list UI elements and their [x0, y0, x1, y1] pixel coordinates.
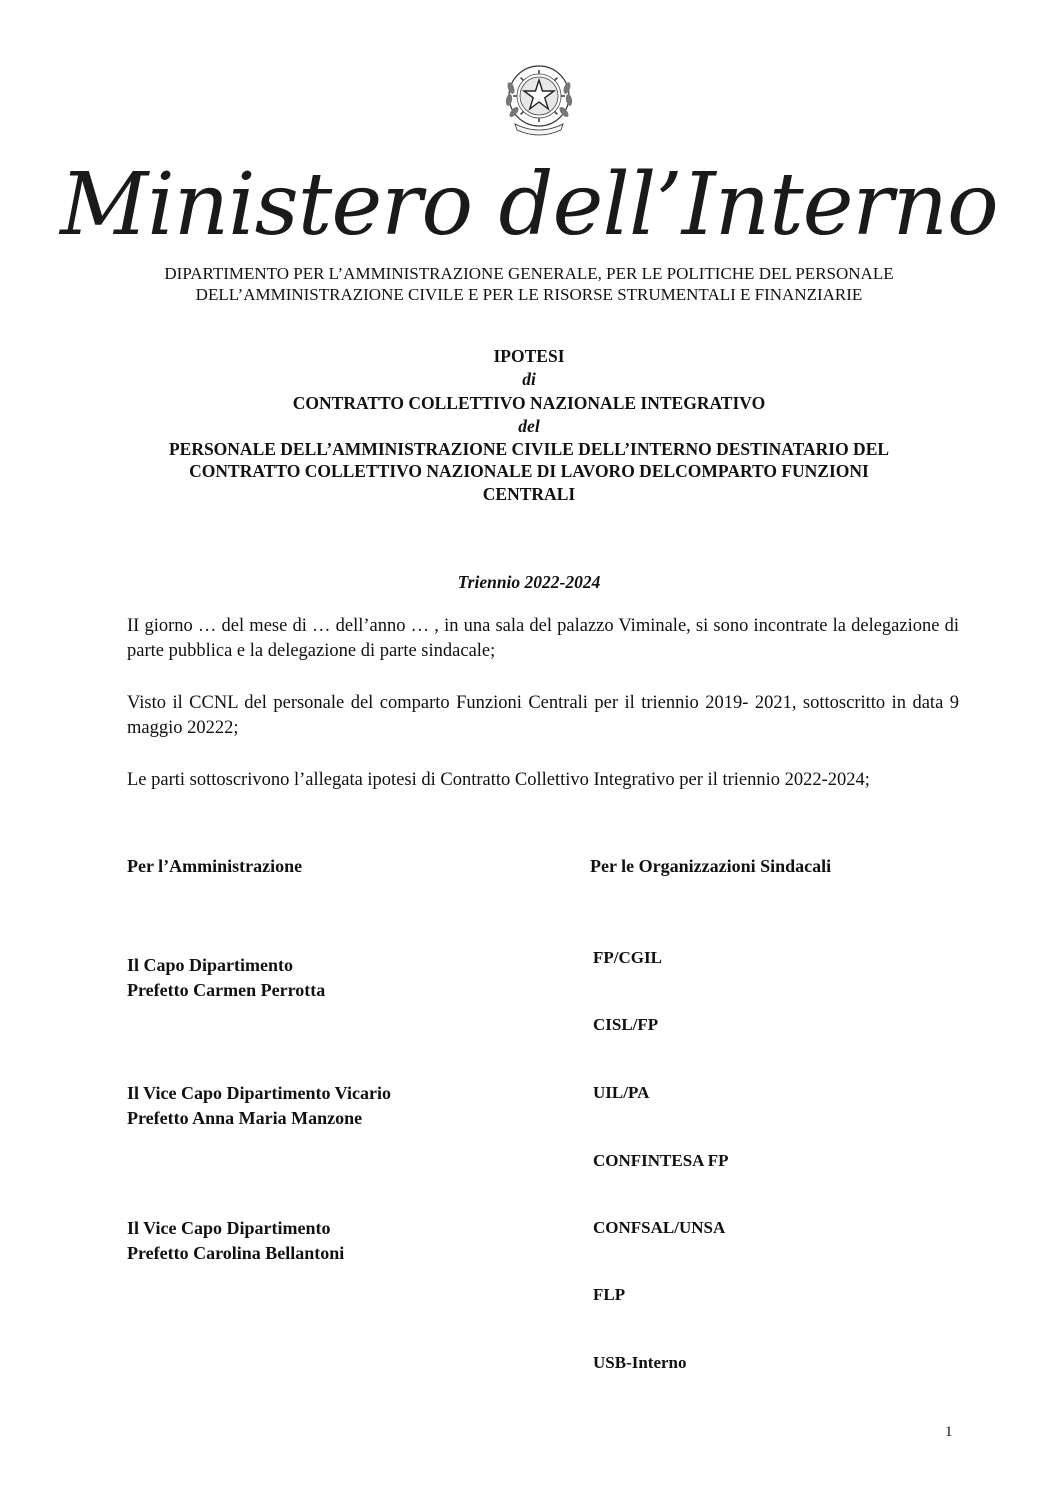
unions-heading: Per le Organizzazioni Sindacali [590, 856, 832, 876]
admin-signatory-3-role: Il Vice Capo Dipartimento [127, 1218, 331, 1238]
union-2: CISL/FP [593, 1015, 659, 1034]
union-6: FLP [593, 1285, 626, 1304]
paragraph-agreement: Le parti sottoscrivono l’allegata ipotesi di Contratto Collettivo Integrativo per il triennio 2022-2024; [127, 770, 870, 790]
admin-heading: Per l’Amministrazione [127, 856, 303, 876]
title-personale-line-3: CENTRALI [482, 484, 576, 504]
department-line-1: DIPARTIMENTO PER L’AMMINISTRAZIONE GENERALE, PER LE POLITICHE DEL PERSONALE [164, 264, 894, 283]
italian-republic-emblem-icon [497, 56, 581, 140]
title-personale-line-2: CONTRATTO COLLETTIVO NAZIONALE DI LAVORO DELCOMPARTO FUNZIONI [189, 461, 869, 481]
admin-signatory-1-role: Il Capo Dipartimento [127, 955, 293, 975]
union-4: CONFINTESA FP [593, 1151, 729, 1170]
paragraph-meeting: II giorno … del mese di … dell’anno … , in una sala del palazzo Viminale, si sono incontrate la delegazione di parte pubblica e la delegazione di parte sindacale; [127, 616, 959, 661]
admin-signatory-2-role: Il Vice Capo Dipartimento Vicario [127, 1083, 391, 1103]
admin-signatory-1-name: Prefetto Carmen Perrotta [127, 980, 326, 1000]
department-line-2: DELL’AMMINISTRAZIONE CIVILE E PER LE RISORSE STRUMENTALI E FINANZIARIE [195, 285, 863, 304]
triennio-label: Triennio 2022-2024 [457, 572, 601, 592]
title-contratto: CONTRATTO COLLETTIVO NAZIONALE INTEGRATIVO [292, 393, 766, 413]
admin-signatory-3-name: Prefetto Carolina Bellantoni [127, 1243, 345, 1263]
union-5: CONFSAL/UNSA [593, 1218, 726, 1237]
paragraph-ccnl: Visto il CCNL del personale del comparto Funzioni Centrali per il triennio 2019- 2021, sottoscritto in data 9 maggio 20222; [127, 693, 959, 738]
union-7: USB-Interno [593, 1353, 687, 1372]
title-di: di [522, 369, 536, 389]
union-3: UIL/PA [593, 1083, 650, 1102]
title-del: del [518, 416, 540, 436]
title-personale-line-1: PERSONALE DELL’AMMINISTRAZIONE CIVILE DELL’INTERNO DESTINATARIO DEL [168, 439, 890, 459]
page-number: 1 [945, 1424, 953, 1440]
admin-signatory-2-name: Prefetto Anna Maria Manzone [127, 1108, 363, 1128]
ministry-name: Ministero dell’Interno [60, 155, 998, 255]
title-ipotesi: IPOTESI [493, 346, 565, 366]
union-1: FP/CGIL [593, 948, 662, 967]
